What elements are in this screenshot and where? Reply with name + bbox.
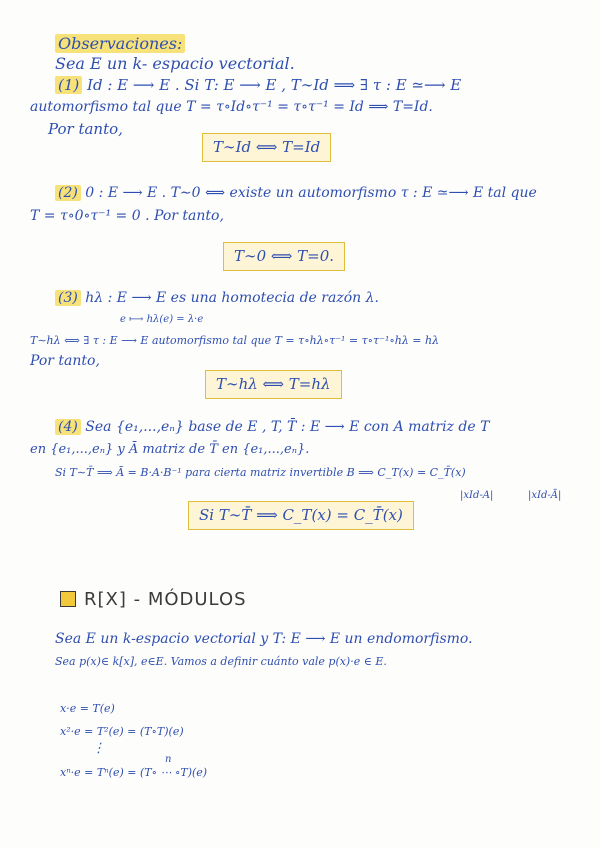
item4-line1: (4) Sea {e₁,...,eₙ} base de E , T, T̄ : E ⟶ E con A matriz de T (55, 420, 489, 434)
item2-result-box: T∼0 ⟺ T=0. (223, 242, 345, 271)
item3-result-box: T∼hλ ⟺ T=hλ (205, 370, 342, 399)
item4-result-box: Si T∼T̄ ⟹ C_T(x) = C_T̄(x) (188, 501, 414, 530)
item3-line3: T∼hλ ⟺ ∃ τ : E ⟶ E automorfismo tal que T = τ∘hλ∘τ⁻¹ = τ∘τ⁻¹∘hλ = hλ (30, 334, 440, 347)
item1-result-box: T∼Id ⟺ T=Id (202, 133, 331, 162)
intro-line: Sea E un k- espacio vectorial. (55, 54, 295, 73)
item1-line2: automorfismo tal que T = τ∘Id∘τ⁻¹ = τ∘τ⁻¹ = Id ⟹ T=Id. (30, 99, 433, 115)
equation-3: xⁿ·e = Tⁿ(e) = (T∘ ⋯ ∘T)(e) (60, 766, 208, 779)
item3-line1: (3) hλ : E ⟶ E es una homotecia de razón λ. (55, 291, 379, 305)
section-bullet-square (60, 591, 76, 607)
equation-2: x²·e = T²(e) = (T∘T)(e) (60, 725, 184, 738)
observaciones-title: Observaciones: (55, 36, 185, 52)
item1-line1: (1) Id : E ⟶ E . Si T: E ⟶ E , T∼Id ⟹ ∃ τ : E ≃⟶ E (55, 78, 461, 93)
item4-det1: |xId-A| (460, 490, 494, 501)
item4-det2: |xId-Ā| (528, 490, 562, 501)
item4-line2: en {e₁,...,eₙ} y Ā matriz de T̄ en {e₁,...,eₙ}. (30, 442, 310, 457)
section-heading: R[X] - MÓDULOS (84, 589, 247, 610)
item2-line2: T = τ∘0∘τ⁻¹ = 0 . Por tanto, (30, 208, 224, 224)
item1-line3: Por tanto, (48, 120, 123, 138)
vertical-dots: ⋮ (92, 741, 105, 756)
equation-1: x·e = T(e) (60, 702, 115, 715)
n-times-mark: n (165, 754, 172, 765)
section-line1: Sea E un k-espacio vectorial y T: E ⟶ E un endomorfismo. (55, 631, 473, 647)
item3-line4: Por tanto, (30, 353, 100, 369)
item3-line2: e ⟼ hλ(e) = λ·e (120, 314, 204, 325)
item2-line1: (2) 0 : E ⟶ E . T∼0 ⟺ existe un automorfismo τ : E ≃⟶ E tal que (55, 186, 537, 200)
item4-line3: Si T∼T̄ ⟹ Ā = B·A·B⁻¹ para cierta matriz invertible B ⟹ C_T(x) = C_T̄(x) (55, 466, 466, 479)
section-line2: Sea p(x)∈ k[x], e∈E. Vamos a definir cuánto vale p(x)·e ∈ E. (55, 655, 387, 668)
